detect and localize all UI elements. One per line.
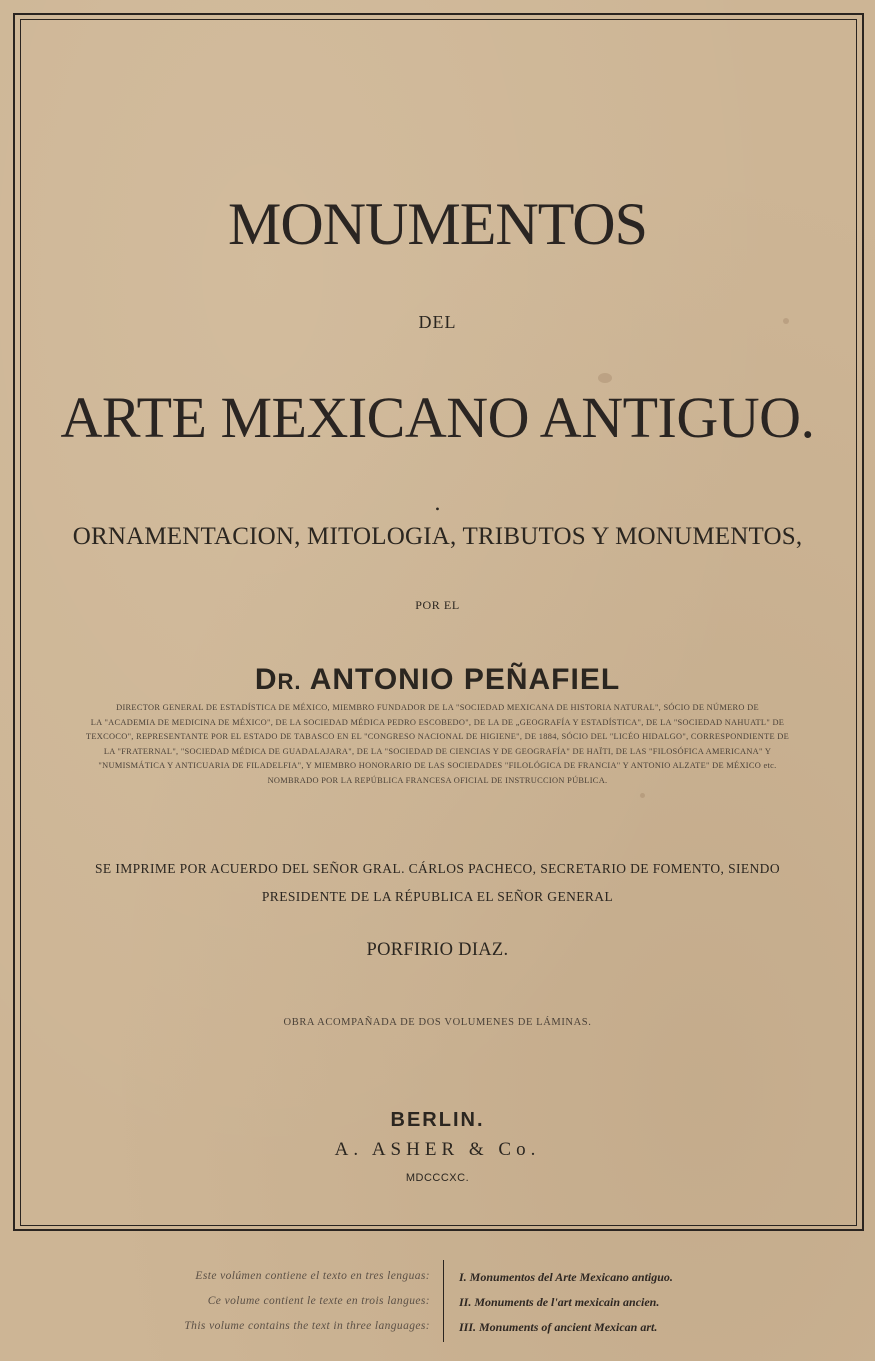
author-credentials: [74, 701, 801, 789]
publication-city: BERLIN.: [390, 1109, 485, 1131]
publisher: A. ASHER & Co.: [334, 1139, 541, 1160]
president-name: PORFIRIO DIAZ.: [366, 940, 509, 960]
por-el: POR EL: [415, 598, 460, 612]
author-name-text: ANTONIO PEÑAFIEL: [309, 663, 621, 696]
footer-language-note: Ce volume contient le texte en trois langues:: [207, 1295, 430, 1307]
author-prefix-d: D: [254, 663, 278, 696]
footer-volume-title: III. Monuments of ancient Mexican art.: [459, 1320, 658, 1334]
credentials-line: LA "ACADEMIA DE MEDICINA DE MÉXICO", DE LA SOCIEDAD MÉDICA PEDRO ESCOBEDO", DE LA DE „GEOGRAFÍA Y ESTADÍSTICA", DE LA "SOCIEDAD NAHUATL" DE: [90, 717, 785, 727]
ornament-dot: •: [435, 502, 440, 516]
title-line-1: MONUMENTOS: [228, 191, 647, 257]
author-name: [0, 663, 875, 697]
credentials-line: NOMBRADO POR LA REPÚBLICA FRANCESA OFICIAL DE INSTRUCCION PÚBLICA.: [267, 775, 608, 785]
publication-year: MDCCCXC.: [405, 1172, 470, 1184]
volumes-note: OBRA ACOMPAÑADA DE DOS VOLUMENES DE LÁMINAS.: [283, 1017, 592, 1028]
credentials-line: DIRECTOR GENERAL DE ESTADÍSTICA DE MÉXICO, MIEMBRO FUNDADOR DE LA "SOCIEDAD MEXICANA DE HISTORIA NATURAL", SÓCIO DE NÚMERO DE: [116, 703, 759, 712]
imprint-note-line-2: PRESIDENTE DE LA RÉPUBLICA EL SEÑOR GENERAL: [261, 889, 614, 904]
subtitle: ORNAMENTACION, MITOLOGIA, TRIBUTOS Y MONUMENTOS,: [72, 523, 803, 550]
credentials-line: LA "FRATERNAL", "SOCIEDAD MÉDICA DE GUADALAJARA", DE LA "SOCIEDAD DE CIENCIAS Y DE GEOGRAFÍA" DE HAÏTI, DE LAS "FILOSÓFICA AMERICANA" Y: [103, 746, 772, 756]
footer-language-note: This volume contains the text in three languages:: [184, 1320, 430, 1332]
footer-volume-title: II. Monuments de l'art mexicain ancien.: [459, 1295, 660, 1309]
footer-divider: [443, 1260, 444, 1342]
author-prefix-r: R.: [277, 669, 302, 694]
footer-volume-title: I. Monumentos del Arte Mexicano antiguo.: [459, 1270, 673, 1284]
title-line-2: ARTE MEXICANO ANTIGUO.: [60, 385, 815, 450]
credentials-line: "NUMISMÁTICA Y ANTICUARIA DE FILADELFIA", Y MIEMBRO HONORARIO DE LAS SOCIEDADES "FILOLÓGICA DE FRANCIA" Y ANTONIO ALZATE" DE MÉXICO etc.: [98, 761, 777, 771]
title-del: DEL: [418, 312, 457, 332]
imprint-note-line-1: SE IMPRIME POR ACUERDO DEL SEÑOR GRAL. CÁRLOS PACHECO, SECRETARIO DE FOMENTO, SIENDO: [95, 861, 780, 876]
footer-language-note: Este volúmen contiene el texto en tres lenguas:: [195, 1270, 430, 1282]
credentials-line: TEXCOCO", REPRESENTANTE POR EL ESTADO DE TABASCO EN EL "CONGRESO NACIONAL DE HIGIENE", DE 1884, SÓCIO DEL "LICÉO HIDALGO", CORRESPONDIENTE DE: [85, 732, 790, 742]
